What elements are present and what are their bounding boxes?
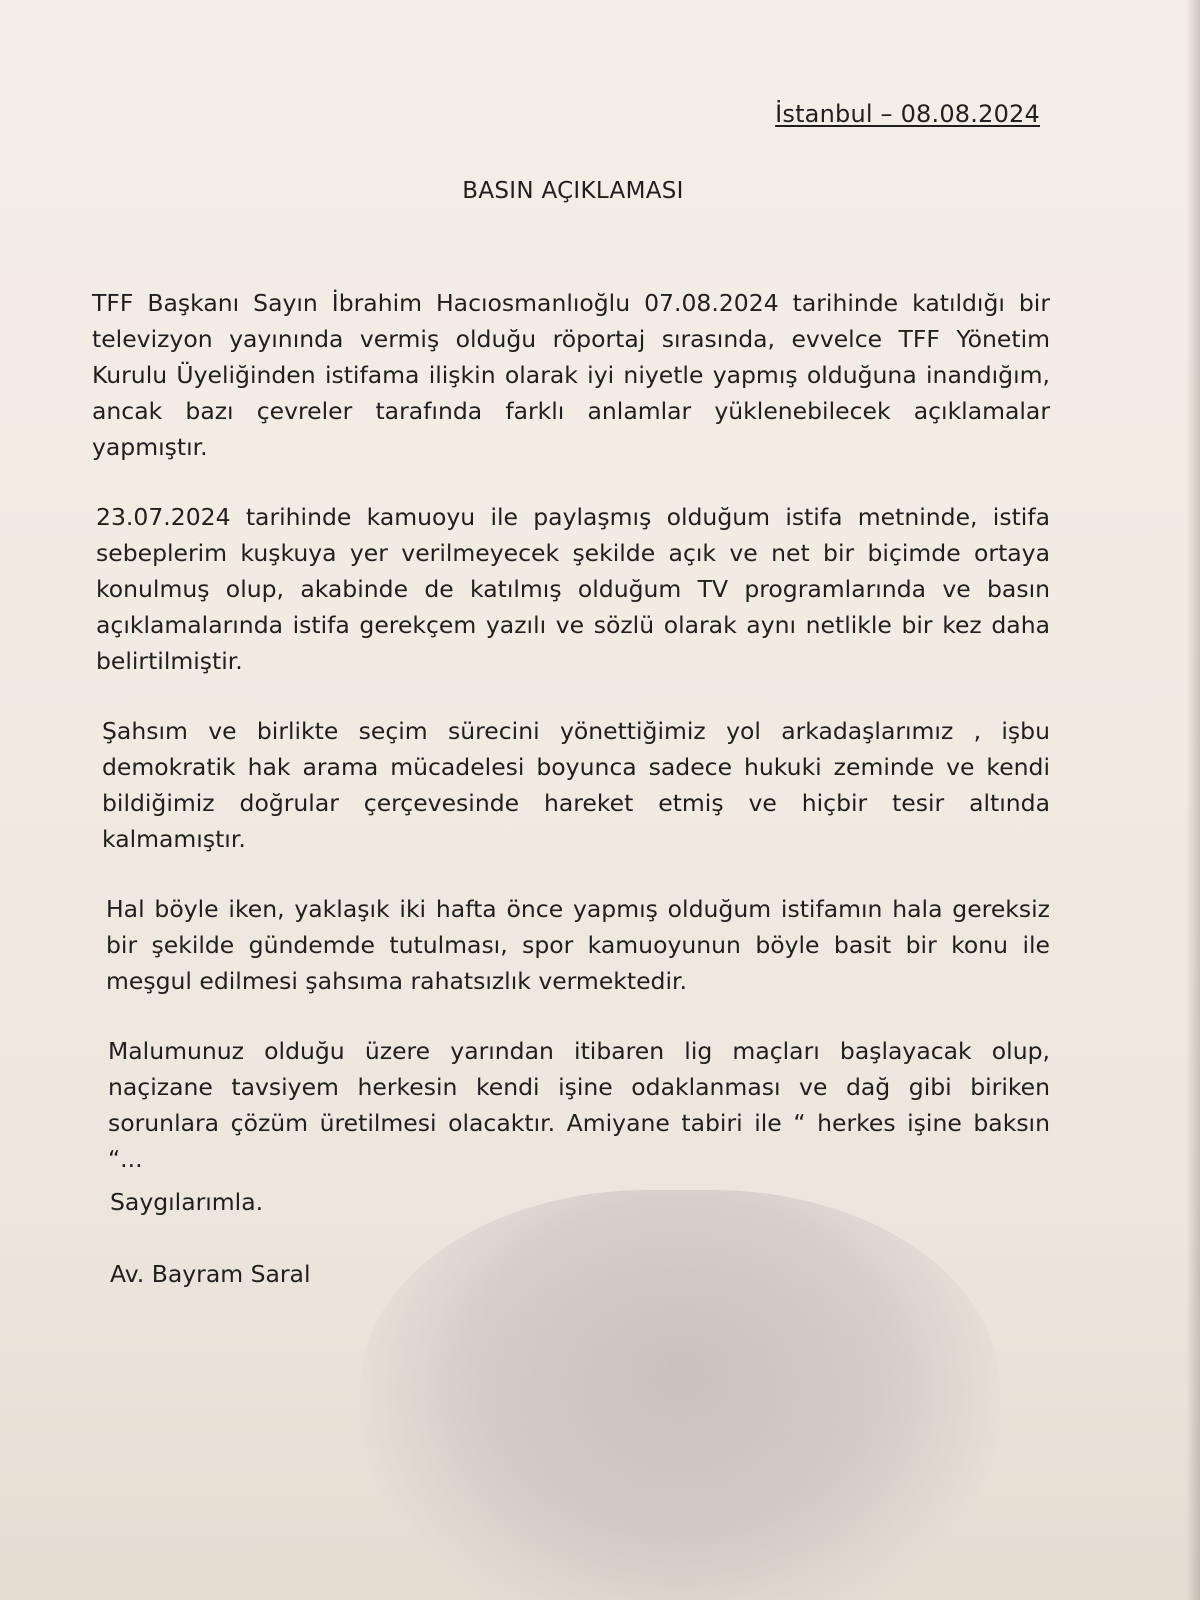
paper-edge: [1186, 0, 1200, 1600]
paragraph-1: TFF Başkanı Sayın İbrahim Hacıosmanlıoğlu 07.08.2024 tarihinde katıldığı bir televizyon yayınında vermiş olduğu röportaj sırasında, evvelce TFF Yönetim Kurulu Üyeliğinden istifama ilişkin olarak iyi niyetle yapmış olduğuna inandığım, ancak bazı çevreler tarafında farklı anlamlar yüklenebilecek açıklamalar yapmıştır.: [92, 289, 1050, 461]
paragraph-5: Malumunuz olduğu üzere yarından itibaren lig maçları başlayacak olup, naçizane tavsiyem herkesin kendi işine odaklanması ve dağ gibi biriken sorunlara çözüm üretilmesi olacaktır. Amiyane tabiri ile “ herkes işine baksın “...: [108, 1037, 1050, 1173]
paragraph-2: 23.07.2024 tarihinde kamuoyu ile paylaşmış olduğum istifa metninde, istifa sebeplerim kuşkuya yer verilmeyecek şekilde açık ve net bir biçimde ortaya konulmuş olup, akabinde de katılmış olduğum TV programlarında ve basın açıklamalarında istifa gerekçem yazılı ve sözlü olarak aynı netlikle bir kez daha belirtilmiştir.: [96, 503, 1050, 675]
paragraph-4: Hal böyle iken, yaklaşık iki hafta önce yapmış olduğum istifamın hala gereksiz bir şekilde gündemde tutulması, spor kamuoyunun böyle basit bir konu ile meşgul edilmesi şahsıma rahatsızlık vermektedir.: [106, 895, 1050, 995]
document-body: [94, 285, 1050, 1211]
paragraph-3: Şahsım ve birlikte seçim sürecini yönettiğimiz yol arkadaşlarımız , işbu demokratik hak arama mücadelesi boyunca sadece hukuki zeminde ve kendi bildiğimiz doğrular çerçevesinde hareket etmiş ve hiçbir tesir altında kalmamıştır.: [102, 717, 1050, 853]
signature-name: Av. Bayram Saral: [110, 1260, 311, 1288]
closing-line: Saygılarımla.: [110, 1188, 264, 1216]
document-title: BASIN AÇIKLAMASI: [462, 178, 684, 204]
date-line: İstanbul – 08.08.2024: [775, 100, 1040, 128]
photo-shadow: [360, 1190, 1000, 1600]
